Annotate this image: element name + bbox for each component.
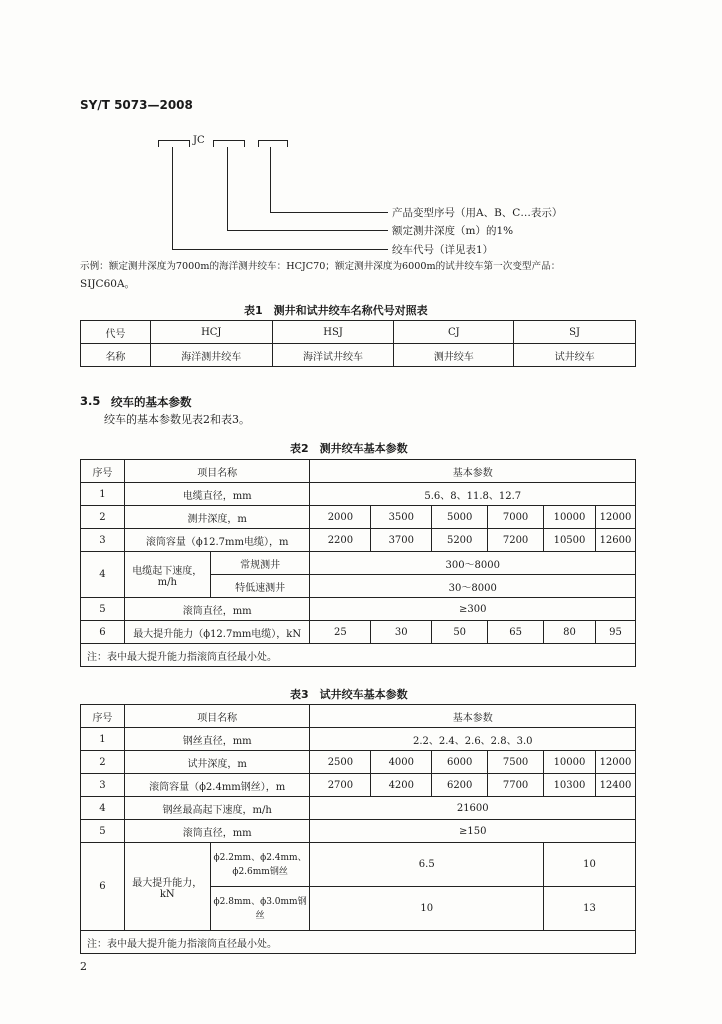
table-cell: 海洋试井绞车 bbox=[272, 344, 394, 367]
table-cell: 10 bbox=[544, 843, 636, 887]
table-cell: 30 bbox=[371, 621, 432, 644]
table-header-cell: 基本参数 bbox=[310, 705, 636, 728]
table-cell: 2 bbox=[81, 751, 125, 774]
table-cell: 6 bbox=[81, 843, 125, 931]
table-cell: 5200 bbox=[432, 529, 488, 552]
table-row bbox=[81, 644, 636, 667]
table-cell: 特低速测井 bbox=[210, 575, 310, 598]
table-cell: 2500 bbox=[310, 751, 371, 774]
table-cell: 滚筒直径，mm bbox=[124, 598, 310, 621]
table-cell: 5 bbox=[81, 598, 125, 621]
table-row bbox=[81, 931, 636, 954]
table-cell: 65 bbox=[488, 621, 544, 644]
table-cell: 3 bbox=[81, 529, 125, 552]
table-cell: 4 bbox=[81, 797, 125, 820]
table-cell: 7200 bbox=[488, 529, 544, 552]
table-cell: 海洋测井绞车 bbox=[150, 344, 272, 367]
table-cell: 5000 bbox=[432, 506, 488, 529]
table-header-cell: 项目名称 bbox=[124, 460, 310, 483]
table-cell: 10 bbox=[310, 887, 544, 931]
table-cell: 常规测井 bbox=[210, 552, 310, 575]
leader-line bbox=[270, 147, 271, 213]
diagram-label-depth: 额定测井深度（m）的1% bbox=[392, 225, 514, 237]
table-row bbox=[81, 728, 636, 751]
leader-line bbox=[270, 212, 388, 213]
table-cell: 50 bbox=[432, 621, 488, 644]
table-cell: 电缆直径，mm bbox=[124, 483, 310, 506]
table-cell: ϕ2.8mm、ϕ3.0mm钢丝 bbox=[210, 887, 310, 931]
table-row bbox=[81, 774, 636, 797]
table-row bbox=[81, 705, 636, 728]
table-cell: 21600 bbox=[310, 797, 636, 820]
table-row bbox=[81, 843, 636, 887]
table-cell: 代号 bbox=[81, 321, 151, 344]
table-cell: 1 bbox=[81, 728, 125, 751]
example-line-1: 示例：额定测井深度为7000m的海洋测井绞车：HCJC70；额定测井深度为6000m的试井绞车第一次变型产品： bbox=[80, 261, 561, 272]
example-line-2: SIJC60A。 bbox=[80, 278, 136, 290]
table-cell: 300～8000 bbox=[310, 552, 636, 575]
table-cell: 滚筒容量（ϕ12.7mm电缆），m bbox=[124, 529, 310, 552]
table-cell: 10300 bbox=[544, 774, 596, 797]
table-cell: 6200 bbox=[432, 774, 488, 797]
table-row bbox=[81, 483, 636, 506]
table1-caption: 表1 测井和试井绞车名称代号对照表 bbox=[244, 304, 428, 317]
table-cell: 12000 bbox=[595, 751, 635, 774]
table-cell: 80 bbox=[544, 621, 596, 644]
table-cell: 2000 bbox=[310, 506, 371, 529]
table2 bbox=[80, 459, 636, 667]
table1-row-code bbox=[81, 321, 636, 344]
table-cell: 13 bbox=[544, 887, 636, 931]
table-cell: 4200 bbox=[371, 774, 432, 797]
code-box-3 bbox=[258, 140, 288, 147]
leader-line bbox=[172, 249, 388, 250]
table-cell: 12400 bbox=[595, 774, 635, 797]
leader-line bbox=[172, 147, 173, 250]
table-note: 注：表中最大提升能力指滚筒直径最小处。 bbox=[81, 931, 636, 954]
table-cell: 2700 bbox=[310, 774, 371, 797]
table1 bbox=[80, 320, 636, 367]
section-number: 3.5 bbox=[80, 394, 101, 408]
table-cell: 5.6、8、11.8、12.7 bbox=[310, 483, 636, 506]
table-cell: HCJ bbox=[150, 321, 272, 344]
table-cell: 5 bbox=[81, 820, 125, 843]
table-cell: 2200 bbox=[310, 529, 371, 552]
table-cell: 2 bbox=[81, 506, 125, 529]
table-cell: 6000 bbox=[432, 751, 488, 774]
table3 bbox=[80, 704, 636, 954]
table-cell: 25 bbox=[310, 621, 371, 644]
code-box-1 bbox=[158, 140, 190, 147]
table-cell: SJ bbox=[514, 321, 636, 344]
table-row bbox=[81, 820, 636, 843]
table1-row-name bbox=[81, 344, 636, 367]
table-header-cell: 序号 bbox=[81, 705, 125, 728]
leader-line bbox=[227, 147, 228, 231]
table-cell: 6 bbox=[81, 621, 125, 644]
table-cell: 试井深度，m bbox=[124, 751, 310, 774]
table2-caption: 表2 测井绞车基本参数 bbox=[290, 442, 408, 455]
table-header-cell: 序号 bbox=[81, 460, 125, 483]
table-cell: 钢丝最高起下速度，m/h bbox=[124, 797, 310, 820]
table-row bbox=[81, 552, 636, 575]
table-header-cell: 项目名称 bbox=[124, 705, 310, 728]
table-row bbox=[81, 797, 636, 820]
table-cell: 电缆起下速度，m/h bbox=[124, 552, 210, 598]
page-number: 2 bbox=[80, 960, 87, 973]
table-cell: 1 bbox=[81, 483, 125, 506]
table-row bbox=[81, 621, 636, 644]
table-cell: 12600 bbox=[595, 529, 635, 552]
table-cell: ≥300 bbox=[310, 598, 636, 621]
document-code: SY/T 5073—2008 bbox=[80, 98, 193, 112]
table-cell: 3700 bbox=[371, 529, 432, 552]
table-cell: ϕ2.2mm、ϕ2.4mm、ϕ2.6mm钢丝 bbox=[210, 843, 310, 887]
table-cell: 最大提升能力（ϕ12.7mm电缆），kN bbox=[124, 621, 310, 644]
table-cell: 3500 bbox=[371, 506, 432, 529]
diagram-label-variant: 产品变型序号（用A、B、C…表示） bbox=[392, 207, 563, 219]
table-cell: 3 bbox=[81, 774, 125, 797]
table-cell: 测井深度，m bbox=[124, 506, 310, 529]
table-cell: 10500 bbox=[544, 529, 596, 552]
table-row bbox=[81, 598, 636, 621]
table-cell: 4000 bbox=[371, 751, 432, 774]
leader-line bbox=[227, 230, 388, 231]
table-header-cell: 基本参数 bbox=[310, 460, 636, 483]
table-row bbox=[81, 529, 636, 552]
table-cell: 7700 bbox=[488, 774, 544, 797]
table-cell: 测井绞车 bbox=[394, 344, 514, 367]
table-cell: 12000 bbox=[595, 506, 635, 529]
table-cell: 试井绞车 bbox=[514, 344, 636, 367]
table-row bbox=[81, 460, 636, 483]
table-cell: CJ bbox=[394, 321, 514, 344]
table-cell: 2.2、2.4、2.6、2.8、3.0 bbox=[310, 728, 636, 751]
table-cell: 10000 bbox=[544, 506, 596, 529]
section-intro: 绞车的基本参数见表2和表3。 bbox=[104, 413, 250, 426]
table-cell: 30～8000 bbox=[310, 575, 636, 598]
code-box-2 bbox=[213, 140, 245, 147]
table3-caption: 表3 试井绞车基本参数 bbox=[290, 688, 408, 701]
table-cell: 7000 bbox=[488, 506, 544, 529]
table-cell: ≥150 bbox=[310, 820, 636, 843]
table-cell: 名称 bbox=[81, 344, 151, 367]
table-row bbox=[81, 506, 636, 529]
table-cell: HSJ bbox=[272, 321, 394, 344]
table-cell: 最大提升能力，kN bbox=[124, 843, 210, 931]
table-cell: 钢丝直径，mm bbox=[124, 728, 310, 751]
table-cell: 滚筒直径，mm bbox=[124, 820, 310, 843]
diagram-label-code: 绞车代号（详见表1） bbox=[392, 244, 494, 256]
table-cell: 10000 bbox=[544, 751, 596, 774]
jc-label: JC bbox=[193, 135, 205, 146]
table-cell: 滚筒容量（ϕ2.4mm钢丝），m bbox=[124, 774, 310, 797]
table-cell: 6.5 bbox=[310, 843, 544, 887]
table-note: 注：表中最大提升能力指滚筒直径最小处。 bbox=[81, 644, 636, 667]
table-cell: 4 bbox=[81, 552, 125, 598]
table-row bbox=[81, 751, 636, 774]
section-title: 绞车的基本参数 bbox=[111, 395, 192, 409]
table-cell: 95 bbox=[595, 621, 635, 644]
table-cell: 7500 bbox=[488, 751, 544, 774]
